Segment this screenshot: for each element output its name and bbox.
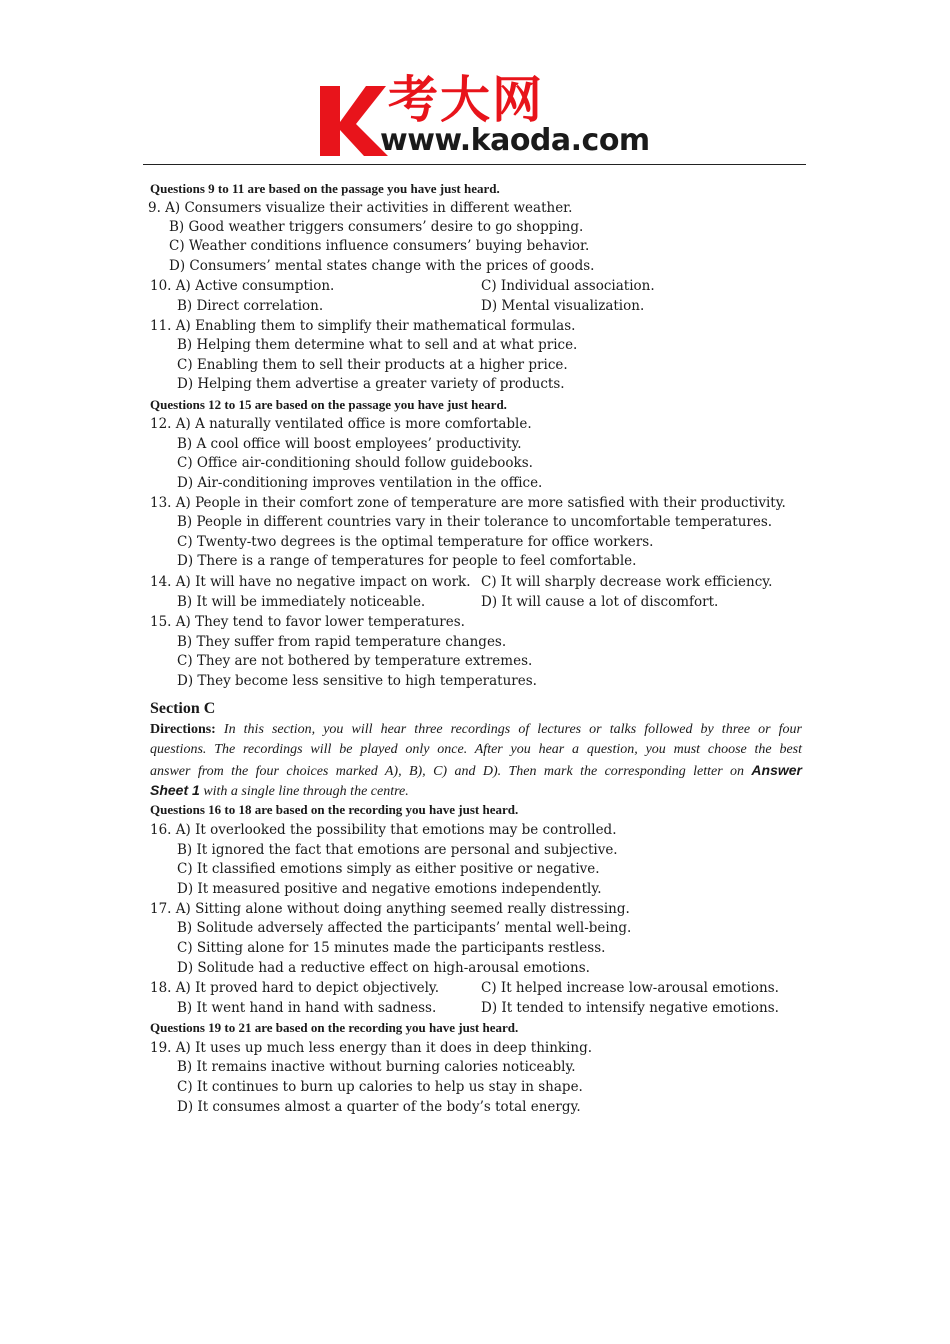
q10-option-b: B) Direct correlation. — [177, 298, 324, 314]
q19-option-b: B) It remains inactive without burning calories noticeably. — [177, 1059, 576, 1075]
q17-option-a: 17. A) Sitting alone without doing anything seemed really distressing. — [150, 901, 630, 917]
header-divider — [143, 164, 806, 165]
answer-label: Answer — [751, 762, 802, 778]
q16-option-a: 16. A) It overlooked the possibility that emotions may be controlled. — [150, 822, 617, 838]
q16-option-d: D) It measured positive and negative emotions independently. — [177, 881, 602, 897]
q9-option-d: D) Consumers’ mental states change with the prices of goods. — [169, 258, 595, 274]
directions-line-1 — [150, 721, 802, 739]
q15-option-c: C) They are not bothered by temperature extremes. — [177, 653, 533, 669]
q15-option-b: B) They suffer from rapid temperature changes. — [177, 634, 507, 650]
q9-option-a: 9. A) Consumers visualize their activities in different weather. — [148, 200, 573, 216]
q13-option-b: B) People in different countries vary in their tolerance to uncomfortable temperatures. — [177, 514, 773, 530]
q14-option-c: C) It will sharply decrease work efficiency. — [481, 574, 773, 590]
directions-text: answer from the four choices marked A), B), C) and D). Then mark the corresponding letter on — [150, 764, 752, 779]
k-logo-icon — [318, 82, 388, 156]
q10-option-c: C) Individual association. — [481, 278, 655, 294]
q19-option-a: 19. A) It uses up much less energy than it does in deep thinking. — [150, 1040, 593, 1056]
q16-option-b: B) It ignored the fact that emotions are personal and subjective. — [177, 842, 618, 858]
q16-option-c: C) It classified emotions simply as either positive or negative. — [177, 861, 600, 877]
q17-option-b: B) Solitude adversely affected the participants’ mental well-being. — [177, 920, 632, 936]
q10-option-a: 10. A) Active consumption. — [150, 278, 335, 294]
q18-option-b: B) It went hand in hand with sadness. — [177, 1000, 437, 1016]
q11-option-a: 11. A) Enabling them to simplify their mathematical formulas. — [150, 318, 576, 334]
directions-line-4 — [150, 781, 802, 801]
q18-option-d: D) It tended to intensify negative emotions. — [481, 1000, 779, 1016]
section-title: Section C — [150, 700, 216, 717]
q19-option-d: D) It consumes almost a quarter of the body’s total energy. — [177, 1099, 581, 1115]
q15-option-a: 15. A) They tend to favor lower temperatures. — [150, 614, 465, 630]
kaoda-logo — [318, 72, 648, 160]
directions-text: with a single line through the centre. — [199, 784, 409, 799]
sheet-label: Sheet 1 — [150, 782, 200, 798]
q15-option-d: D) They become less sensitive to high temperatures. — [177, 673, 537, 689]
q12-option-d: D) Air-conditioning improves ventilation in the office. — [177, 475, 543, 491]
question-group-header: Questions 16 to 18 are based on the recording you have just heard. — [150, 802, 519, 817]
directions-text: In this section, you will hear three recordings of lectures or talks followed by three or four — [215, 722, 802, 737]
question-group-header: Questions 19 to 21 are based on the recording you have just heard. — [150, 1020, 519, 1035]
q13-option-d: D) There is a range of temperatures for people to feel comfortable. — [177, 553, 637, 569]
q10-option-d: D) Mental visualization. — [481, 298, 645, 314]
q19-option-c: C) It continues to burn up calories to help us stay in shape. — [177, 1079, 583, 1095]
q14-option-b: B) It will be immediately noticeable. — [177, 594, 426, 610]
q11-option-b: B) Helping them determine what to sell and at what price. — [177, 337, 578, 353]
directions-label: Directions: — [150, 722, 216, 737]
q13-option-a: 13. A) People in their comfort zone of temperature are more satisfied with their productivity. — [150, 495, 786, 511]
q12-option-b: B) A cool office will boost employees’ productivity. — [177, 436, 522, 452]
logo-chinese-text: 考大网 — [388, 71, 544, 129]
q14-option-d: D) It will cause a lot of discomfort. — [481, 594, 719, 610]
q13-option-c: C) Twenty-two degrees is the optimal temperature for office workers. — [177, 534, 654, 550]
q12-option-a: 12. A) A naturally ventilated office is more comfortable. — [150, 416, 532, 432]
q9-option-b: B) Good weather triggers consumers’ desire to go shopping. — [169, 219, 584, 235]
q12-option-c: C) Office air-conditioning should follow guidebooks. — [177, 455, 533, 471]
q11-option-d: D) Helping them advertise a greater variety of products. — [177, 376, 565, 392]
q17-option-d: D) Solitude had a reductive effect on high-arousal emotions. — [177, 960, 590, 976]
q14-option-a: 14. A) It will have no negative impact on work. — [150, 574, 471, 590]
q18-option-c: C) It helped increase low-arousal emotions. — [481, 980, 779, 996]
logo-url-text: www.kaoda.com — [380, 123, 650, 158]
q18-option-a: 18. A) It proved hard to depict objectively. — [150, 980, 440, 996]
q17-option-c: C) Sitting alone for 15 minutes made the participants restless. — [177, 940, 606, 956]
question-group-header: Questions 12 to 15 are based on the passage you have just heard. — [150, 397, 507, 412]
directions-line-3 — [150, 761, 802, 781]
question-group-header: Questions 9 to 11 are based on the passage you have just heard. — [150, 181, 500, 196]
directions-line-2: questions. The recordings will be played only once. After you hear a question, you must choose the best — [150, 742, 802, 757]
q11-option-c: C) Enabling them to sell their products at a higher price. — [177, 357, 568, 373]
q9-option-c: C) Weather conditions influence consumers’ buying behavior. — [169, 238, 590, 254]
